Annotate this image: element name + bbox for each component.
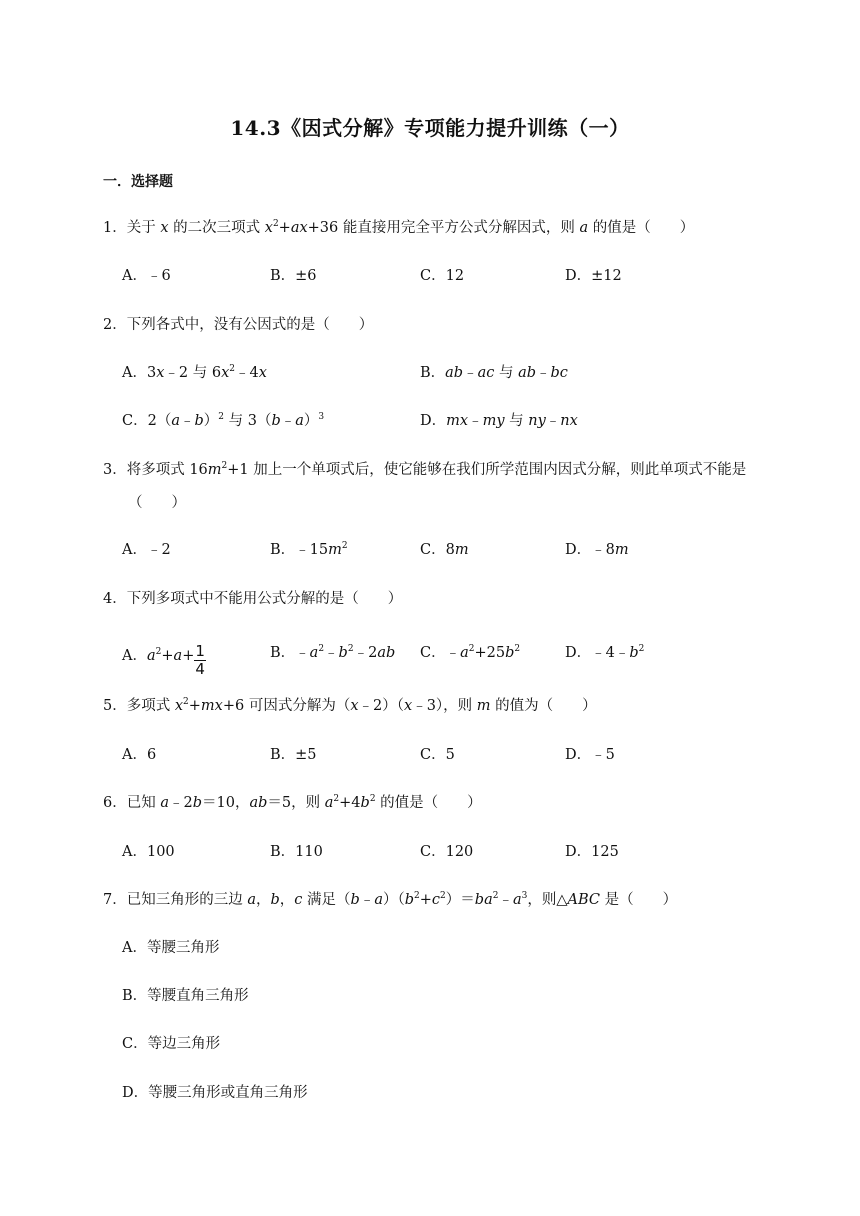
option-7a: A．等腰三角形 [122,940,220,956]
option-3a: A．﹣2 [122,542,171,558]
question-5: 5．多项式 $x^2+mx+6$ 可因式分解为（x﹣2）（x﹣3），则 m 的值为（ ） [103,697,597,714]
option-6a: A．100 [122,844,175,860]
option-2b: B．ab﹣ac 与 ab﹣bc [420,365,568,381]
page-title: 14.3《因式分解》专项能力提升训练（一） [230,116,630,140]
option-4d: D．$﹣4﹣b^2$ [565,644,645,661]
question-1: 1．关于 x 的二次三项式 $x^2+ax+36$ 能直接用完全平方公式分解因式，则 a 的值是（ ） [103,219,695,236]
option-7c: C．等边三角形 [122,1036,221,1052]
option-1d: D．±12 [565,268,622,284]
question-6: 6．已知 a﹣2b＝10，ab＝5，则 $a^2+4b^2$ 的值是（ ） [103,794,482,811]
option-4c: C．$﹣a^2+25b^2$ [420,644,521,661]
option-5c: C．5 [420,747,455,763]
question-3: 3．将多项式 $16m^2+1$ 加上一个单项式后，使它能够在我们所学范围内因式分解，则此单项式不能是 [103,461,747,478]
option-7d: D．等腰三角形或直角三角形 [122,1085,308,1101]
option-4a: A．$a^2+a+$ $\frac{1}{4}$ [122,642,205,678]
option-3b: B．$﹣15m^2$ [270,541,348,558]
option-5b: B．±5 [270,747,317,763]
option-1b: B．±6 [270,268,317,284]
option-2d: D．mx﹣my 与 ny﹣nx [420,413,578,429]
option-1a: A．﹣6 [122,268,171,284]
question-4: 4．下列多项式中不能用公式分解的是（ ） [103,591,403,607]
option-5a: A．6 [122,747,157,763]
question-7: 7．已知三角形的三边 a，b，c 满足$(b﹣a)(b^2+c^2)=ba^2﹣a^3$，则△ABC 是（ ） [103,891,678,908]
option-4b: B．$﹣a^2﹣b^2﹣2ab$ [270,644,396,661]
question-2: 2．下列各式中，没有公因式的是（ ） [103,317,374,333]
option-2a: A．3x﹣2 与 $6x^2﹣4x$ [122,364,267,381]
option-1c: C．12 [420,268,465,284]
option-6d: D．125 [565,844,619,860]
section-heading: 一．选择题 [103,174,173,190]
option-3c: C．8m [420,542,469,558]
option-5d: D．﹣5 [565,747,615,763]
option-3d: D．﹣8m [565,542,629,558]
fraction-one-quarter: $\frac{1}{4}$ [195,642,205,678]
question-3-paren: （ ） [128,495,186,511]
option-6b: B．110 [270,844,323,860]
option-6c: C．120 [420,844,474,860]
option-2c: C．2（a﹣b）$^2$ 与 3（b﹣a）$^3$ [122,412,325,429]
option-7b: B．等腰直角三角形 [122,988,249,1004]
